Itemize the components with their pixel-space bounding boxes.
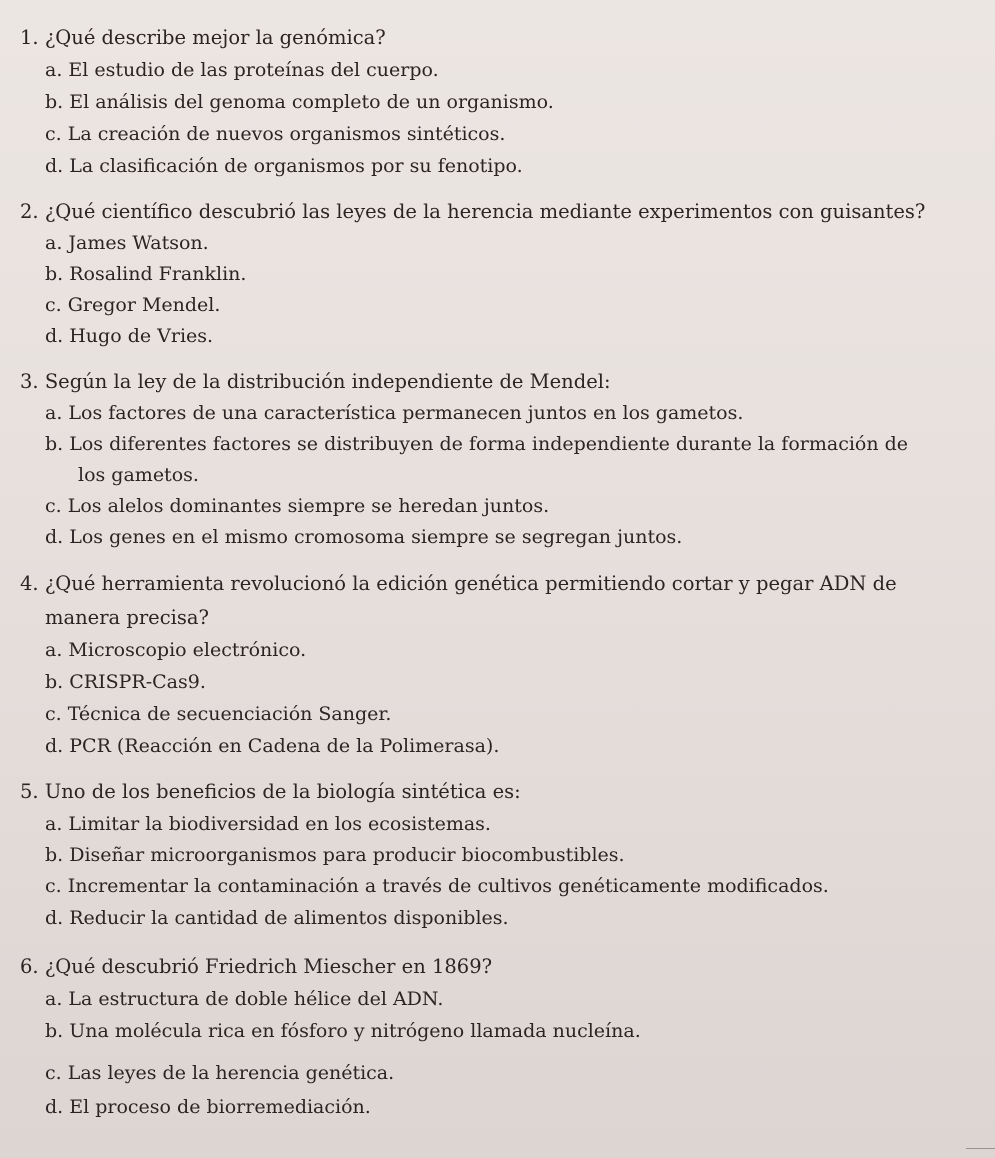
q6-option-a: a. La estructura de doble hélice del ADN. <box>45 988 444 1010</box>
q1-option-b: b. El análisis del genoma completo de un organismo. <box>45 91 554 113</box>
question-text: Según la ley de la distribución independiente de Mendel: <box>44 370 611 393</box>
q5-option-a: a. Limitar la biodiversidad en los ecosistemas. <box>45 813 491 835</box>
q1-option-a: a. El estudio de las proteínas del cuerpo. <box>45 59 439 81</box>
q6-option-b: b. Una molécula rica en fósforo y nitrógeno llamada nucleína. <box>45 1020 641 1042</box>
q4-option-c: c. Técnica de secuenciación Sanger. <box>45 703 392 725</box>
q3-option-b-cont: los gametos. <box>78 464 199 486</box>
q3-option-b: b. Los diferentes factores se distribuyen de forma independiente durante la formación de <box>45 433 909 455</box>
question-2 <box>20 200 925 224</box>
question-text: ¿Qué descubrió Friedrich Miescher en 1869? <box>44 955 493 978</box>
question-4 <box>20 572 897 596</box>
q4-option-b: b. CRISPR-Cas9. <box>45 671 206 693</box>
q2-option-d: d. Hugo de Vries. <box>45 325 214 347</box>
q3-option-a: a. Los factores de una característica permanecen juntos en los gametos. <box>45 402 744 424</box>
q3-option-c: c. Los alelos dominantes siempre se heredan juntos. <box>45 495 550 517</box>
question-4-cont: manera precisa? <box>45 606 209 629</box>
q4-option-a: a. Microscopio electrónico. <box>45 639 307 661</box>
q5-option-d: d. Reducir la cantidad de alimentos disponibles. <box>45 907 509 929</box>
question-number: 6. <box>20 955 39 978</box>
question-1 <box>20 26 386 50</box>
question-text: ¿Qué herramienta revolucionó la edición genética permitiendo cortar y pegar ADN de <box>44 572 897 595</box>
q1-option-d: d. La clasificación de organismos por su fenotipo. <box>45 155 523 177</box>
question-text: ¿Qué científico descubrió las leyes de la herencia mediante experimentos con guisantes? <box>44 200 926 223</box>
question-5 <box>20 780 521 804</box>
q3-option-d: d. Los genes en el mismo cromosoma siempre se segregan juntos. <box>45 526 683 548</box>
question-6 <box>20 955 492 979</box>
question-number: 1. <box>20 26 39 49</box>
q6-option-c: c. Las leyes de la herencia genética. <box>45 1062 395 1084</box>
question-number: 2. <box>20 200 39 223</box>
question-text: ¿Qué describe mejor la genómica? <box>44 26 386 49</box>
q2-option-c: c. Gregor Mendel. <box>45 294 221 316</box>
q5-option-b: b. Diseñar microorganismos para producir biocombustibles. <box>45 844 625 866</box>
q2-option-a: a. James Watson. <box>45 232 209 254</box>
question-number: 5. <box>20 780 39 803</box>
q5-option-c: c. Incrementar la contaminación a través de cultivos genéticamente modificados. <box>45 875 829 897</box>
question-3 <box>20 370 611 394</box>
q2-option-b: b. Rosalind Franklin. <box>45 263 247 285</box>
question-number: 4. <box>20 572 39 595</box>
q1-option-c: c. La creación de nuevos organismos sintéticos. <box>45 123 506 145</box>
q6-option-d: d. El proceso de biorremediación. <box>45 1096 371 1118</box>
q4-option-d: d. PCR (Reacción en Cadena de la Polimerasa). <box>45 735 500 757</box>
question-text: Uno de los beneficios de la biología sintética es: <box>44 780 521 803</box>
question-number: 3. <box>20 370 39 393</box>
page-rule <box>966 1148 995 1149</box>
